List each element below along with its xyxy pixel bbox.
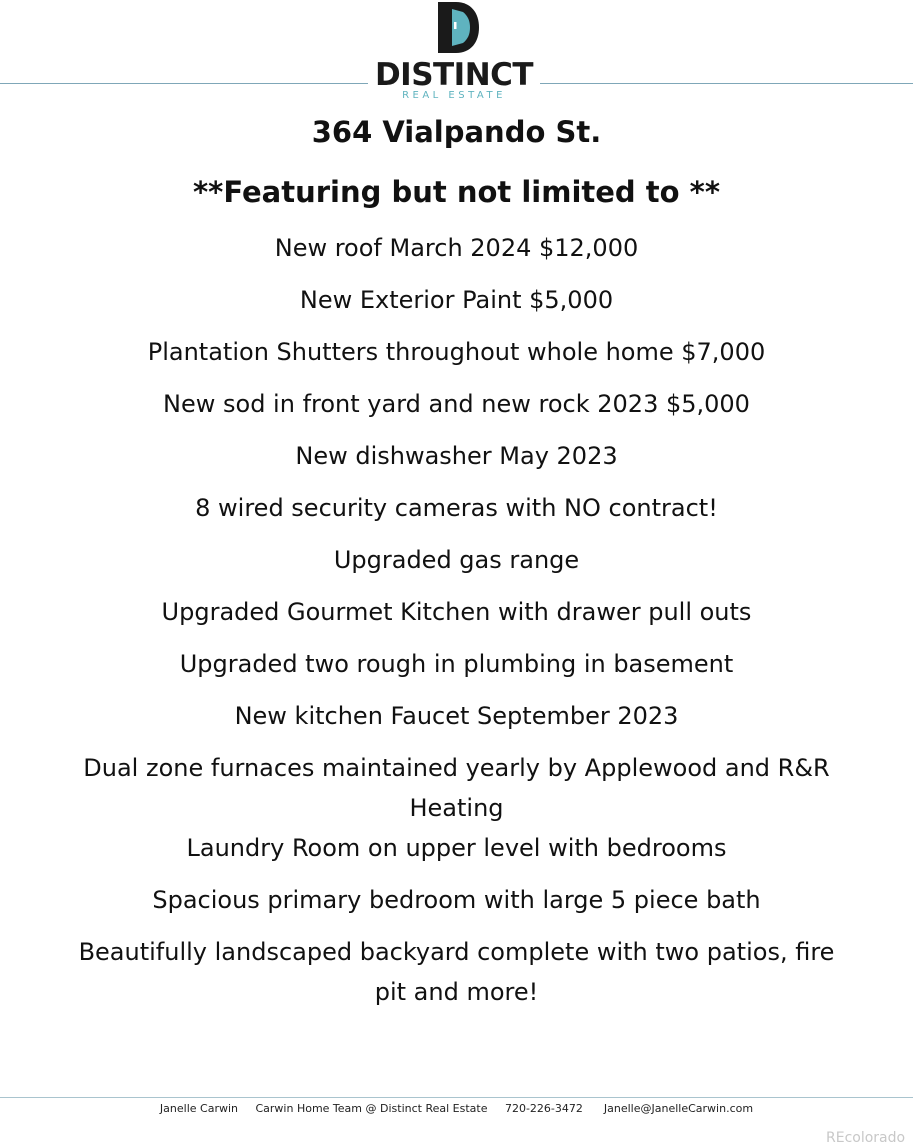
feature-item: New kitchen Faucet September 2023 [234, 702, 679, 730]
header-rule-right [540, 83, 913, 84]
feature-item: Spacious primary bedroom with large 5 piece bath [152, 886, 761, 914]
door-d-icon [430, 0, 480, 55]
footer-email: Janelle@JanelleCarwin.com [603, 1102, 754, 1115]
feature-item: Dual zone furnaces maintained yearly by Applewood and R&R [83, 754, 830, 782]
logo-tagline: REAL ESTATE [402, 90, 506, 101]
feature-item: Beautifully landscaped backyard complete with two patios, fire [78, 938, 835, 966]
feature-item: New dishwasher May 2023 [295, 442, 618, 470]
features-heading: **Featuring but not limited to ** [193, 175, 720, 209]
watermark: REcolorado [826, 1130, 906, 1146]
header-rule-left [0, 83, 368, 84]
property-address: 364 Vialpando St. [311, 115, 602, 149]
footer-phone: 720-226-3472 [504, 1102, 583, 1115]
feature-item: Laundry Room on upper level with bedrooms [186, 834, 727, 862]
feature-item: New roof March 2024 $12,000 [274, 234, 639, 262]
feature-item: New sod in front yard and new rock 2023 $5,000 [163, 390, 750, 418]
footer-rule [0, 1097, 913, 1098]
feature-item: New Exterior Paint $5,000 [299, 286, 614, 314]
feature-item: Upgraded two rough in plumbing in basement [179, 650, 734, 678]
logo-wordmark: DISTINCT [374, 57, 534, 93]
feature-item: Upgraded Gourmet Kitchen with drawer pull outs [161, 598, 752, 626]
company-logo [368, 0, 540, 104]
feature-item: Upgraded gas range [333, 546, 580, 574]
feature-item: Plantation Shutters throughout whole home $7,000 [147, 338, 766, 366]
feature-item-continued: pit and more! [374, 978, 539, 1006]
footer-contact [0, 1101, 913, 1117]
feature-item: 8 wired security cameras with NO contract! [195, 494, 718, 522]
footer-team-name: Carwin Home Team @ Distinct Real Estate [255, 1102, 488, 1115]
feature-item-continued: Heating [409, 794, 504, 822]
footer-agent-name: Janelle Carwin [159, 1102, 238, 1115]
